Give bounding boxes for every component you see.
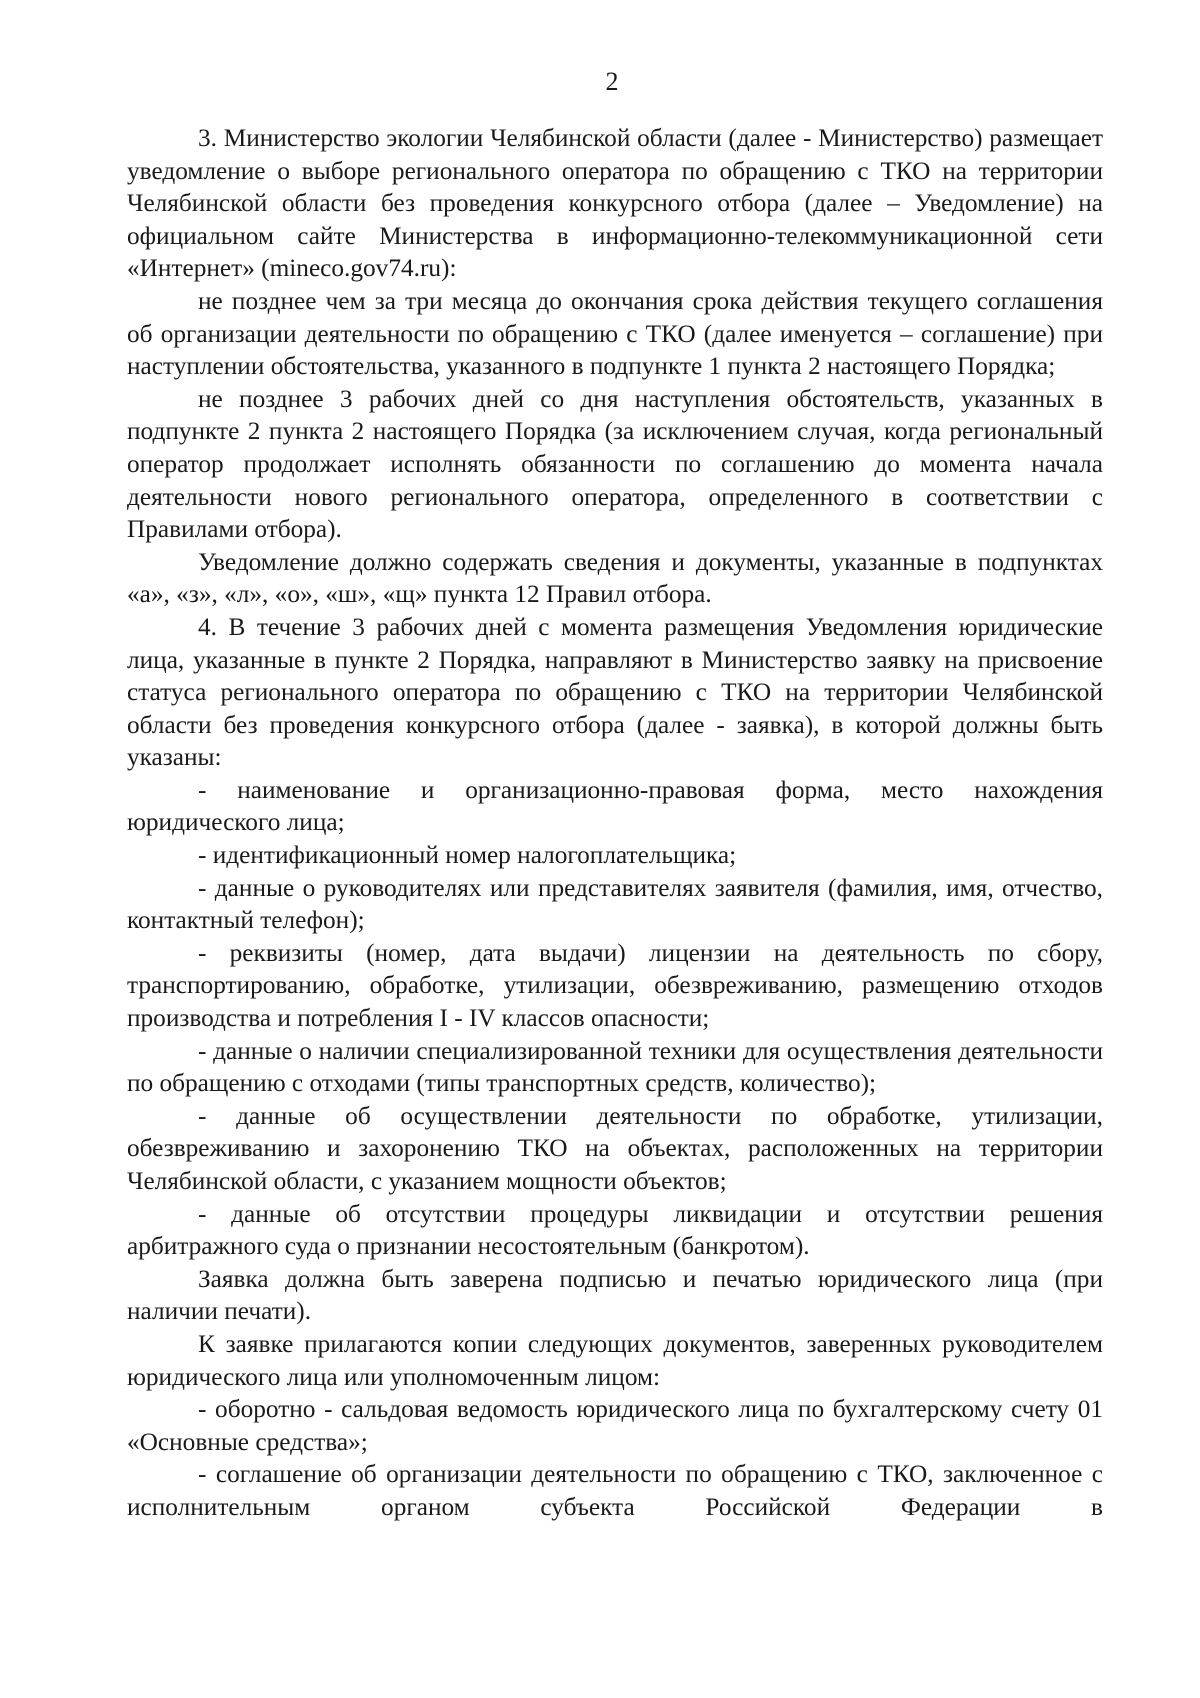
list-item-name-and-form: - наименование и организационно-правовая форма, место нахождения юридического лица; xyxy=(127,775,1103,837)
paragraph-attachments: К заявке прилагаются копии следующих документов, заверенных руководителем юридического лица или уполномоченным лицом: xyxy=(127,1329,1103,1391)
paragraph-item-3: 3. Министерство экологии Челябинской области (далее - Министерство) размещает уведомление о выборе регионального оператора по обращению с ТКО на территории Челябинской области без проведения конкурсного отбора (далее – Уведомление) на официальном сайте Министерства в информационно-телекоммуникационной сети «Интернет» (mineco.gov74.ru): xyxy=(127,124,1103,283)
list-item-license: - реквизиты (номер, дата выдачи) лицензии на деятельность по сбору, транспортированию, обработке, утилизации, обезвреживанию, размещению отходов производства и потребления I - IV классов опасности; xyxy=(127,938,1103,1033)
list-item-managers: - данные о руководителях или представителях заявителя (фамилия, имя, отчество, контактный телефон); xyxy=(127,873,1103,935)
list-item-processing-activity: - данные об осуществлении деятельности по обработке, утилизации, обезвреживанию и захоронению ТКО на объектах, расположенных на территории Челябинской области, с указанием мощности объектов; xyxy=(127,1101,1103,1195)
paragraph-deadline-three-days: не позднее 3 рабочих дней со дня наступления обстоятельств, указанных в подпункте 2 пункта 2 настоящего Порядка (за исключением случая, когда региональный оператор продолжает исполнять обязанности по соглашению до момента начала деятельности нового регионального оператора, определенного в соответствии с Правилами отбора). xyxy=(127,384,1103,544)
paragraph-notice-contents: Уведомление должно содержать сведения и документы, указанные в подпунктах «а», «з», «л», «о», «ш», «щ» пункта 12 Правил отбора. xyxy=(127,547,1103,609)
page-number: 2 xyxy=(605,67,619,96)
list-item-no-liquidation: - данные об отсутствии процедуры ликвидации и отсутствии решения арбитражного суда о признании несостоятельным (банкротом). xyxy=(127,1199,1103,1261)
list-item-agreement: - соглашение об организации деятельности по обращению с ТКО, заключенное с исполнительным органом субъекта Российской Федерации в xyxy=(127,1460,1103,1521)
document-body xyxy=(127,122,1103,1524)
paragraph-deadline-three-months: не позднее чем за три месяца до окончания срока действия текущего соглашения об организации деятельности по обращению с ТКО (далее именуется – соглашение) при наступлении обстоятельства, указанного в подпункте 1 пункта 2 настоящего Порядка; xyxy=(127,286,1103,381)
paragraph-signature-seal: Заявка должна быть заверена подписью и печатью юридического лица (при наличии печати). xyxy=(127,1264,1103,1326)
list-item-balance-sheet: - оборотно - сальдовая ведомость юридического лица по бухгалтерскому счету 01 «Основные средства»; xyxy=(127,1395,1103,1456)
list-item-vehicles: - данные о наличии специализированной техники для осуществления деятельности по обращению с отходами (типы транспортных средств, количество); xyxy=(127,1036,1103,1098)
paragraph-item-4: 4. В течение 3 рабочих дней с момента размещения Уведомления юридические лица, указанные в пункте 2 Порядка, направляют в Министерство заявку на присвоение статуса регионального оператора по обращению с ТКО на территории Челябинской области без проведения конкурсного отбора (далее - заявка), в которой должны быть указаны: xyxy=(127,612,1103,772)
list-item-taxpayer-id: - идентификационный номер налогоплательщика; xyxy=(198,841,737,870)
